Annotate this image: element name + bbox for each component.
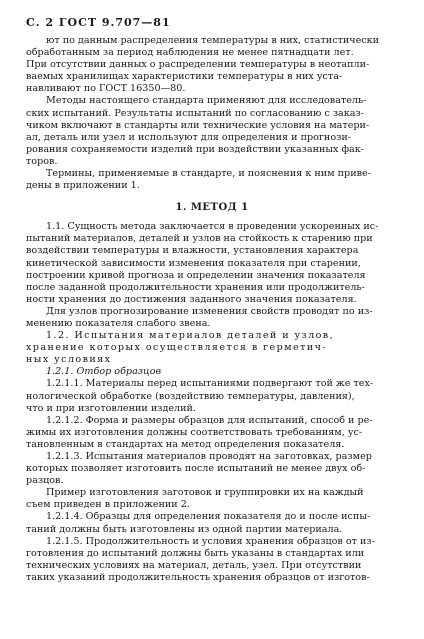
text-line: что и при изготовлении изделий. bbox=[26, 402, 196, 414]
text-line: построении кривой прогноза и определении значения показателя bbox=[26, 269, 366, 281]
paragraph bbox=[26, 221, 398, 306]
text-line: 1.1. Сущность метода заключается в проведении ускоренных ис- bbox=[46, 221, 379, 233]
text-line: Термины, применяемые в стандарте, и пояснения к ним приве- bbox=[46, 168, 371, 180]
text-line: обработанным за период наблюдения не менее пятнадцати лет. bbox=[26, 47, 354, 59]
text-line: таний должны быть изготовлены из одной партии материала. bbox=[26, 523, 343, 535]
text-line: после заданной продолжительности хранения или продолжитель- bbox=[26, 281, 365, 293]
text-line: воздействии температуры и влажности, установления характера bbox=[26, 245, 359, 257]
text-line: технических условиях на материал, деталь, узел. При отсутствии bbox=[26, 559, 362, 571]
text-line: 1.2.1.1. Материалы перед испытаниями подвергают той же тех- bbox=[46, 378, 374, 390]
text-line: ских испытаний. Результаты испытаний по согласованию с заказ- bbox=[26, 107, 364, 119]
section-text bbox=[26, 221, 398, 584]
section-heading: 1. МЕТОД 1 bbox=[175, 202, 249, 214]
paragraph bbox=[26, 378, 398, 414]
text-line: 1.2.1. Отбор образцов bbox=[46, 366, 162, 378]
paragraph bbox=[26, 487, 398, 511]
paragraph bbox=[26, 511, 398, 535]
paragraph bbox=[26, 35, 398, 95]
text-line: Пример изготовления заготовок и группировки их на каждый bbox=[46, 487, 364, 499]
text-line: которых позволяет изготовить после испытаний не менее двух об- bbox=[26, 463, 366, 475]
text-line: 1.2.1.5. Продолжительность и условия хранения образцов от из- bbox=[46, 535, 375, 547]
text-line: готовления до испытаний должны быть указаны в стандартах или bbox=[26, 547, 365, 559]
paragraph bbox=[26, 168, 398, 192]
text-line: таких указаний продолжительность хранения образцов от изготов- bbox=[26, 571, 370, 583]
intro-text bbox=[26, 35, 398, 192]
text-line: пытаний материалов, деталей и узлов на стойкость к старению при bbox=[26, 233, 373, 245]
text-line: кинетической зависимости изменения показателя при старении, bbox=[26, 257, 361, 269]
paragraph bbox=[26, 451, 398, 487]
text-line: чиком включают в стандарты или технические условия на матери- bbox=[26, 119, 370, 131]
text-line: жимы их изготовления должны соответствовать требованиям, ус- bbox=[26, 426, 363, 438]
text-line: нологической обработке (воздействию температуры, давления), bbox=[26, 390, 355, 402]
text-line: дены в приложении 1. bbox=[26, 180, 140, 192]
text-line: менению показателя слабого звена. bbox=[26, 317, 211, 329]
text-line: ности хранения до достижения заданного значения показателя. bbox=[26, 293, 357, 305]
text-line: рования сохраняемости изделий при воздействии указанных фак- bbox=[26, 143, 364, 155]
paragraph bbox=[26, 536, 398, 584]
text-line: хранение которых осуществляется в герметич- bbox=[26, 342, 327, 354]
text-line: Для узлов прогнозирование изменения свойств проводят по из- bbox=[46, 305, 373, 317]
text-line: При отсутствии данных о распределении температуры в неотапли- bbox=[26, 59, 370, 71]
paragraph bbox=[26, 415, 398, 451]
paragraph bbox=[26, 366, 398, 378]
text-line: ных условиях bbox=[26, 354, 112, 366]
text-line: ваемых хранилищах характеристики температуры в них уста- bbox=[26, 71, 343, 83]
text-line: разцов. bbox=[26, 475, 64, 487]
paragraph bbox=[26, 330, 398, 366]
text-line: ал, деталь или узел и используют для определения и прогнози- bbox=[26, 131, 351, 143]
paragraph bbox=[26, 306, 398, 330]
text-line: ют по данным распределения температуры в них, статистически bbox=[46, 35, 380, 46]
text-line: 1.2.1.2. Форма и размеры образцов для испытаний, способ и ре- bbox=[46, 414, 373, 426]
text-line: торов. bbox=[26, 155, 58, 167]
page-header: С. 2 ГОСТ 9.707—81 bbox=[26, 16, 171, 29]
text-line: тановленным в стандартах на метод определения показателя. bbox=[26, 438, 345, 450]
text-line: 1.2.1.4. Образцы для определения показателя до и после испы- bbox=[46, 511, 371, 523]
text-line: навливают по ГОСТ 16350—80. bbox=[26, 83, 186, 95]
text-line: съем приведен в приложении 2. bbox=[26, 499, 190, 511]
text-line: 1.2.1.3. Испытания материалов проводят на заготовках, размер bbox=[46, 451, 372, 462]
text-line: Методы настоящего стандарта применяют для исследователь- bbox=[46, 95, 367, 107]
paragraph bbox=[26, 95, 398, 168]
text-line: 1.2. Испытания материалов деталей и узлов, bbox=[46, 330, 335, 342]
